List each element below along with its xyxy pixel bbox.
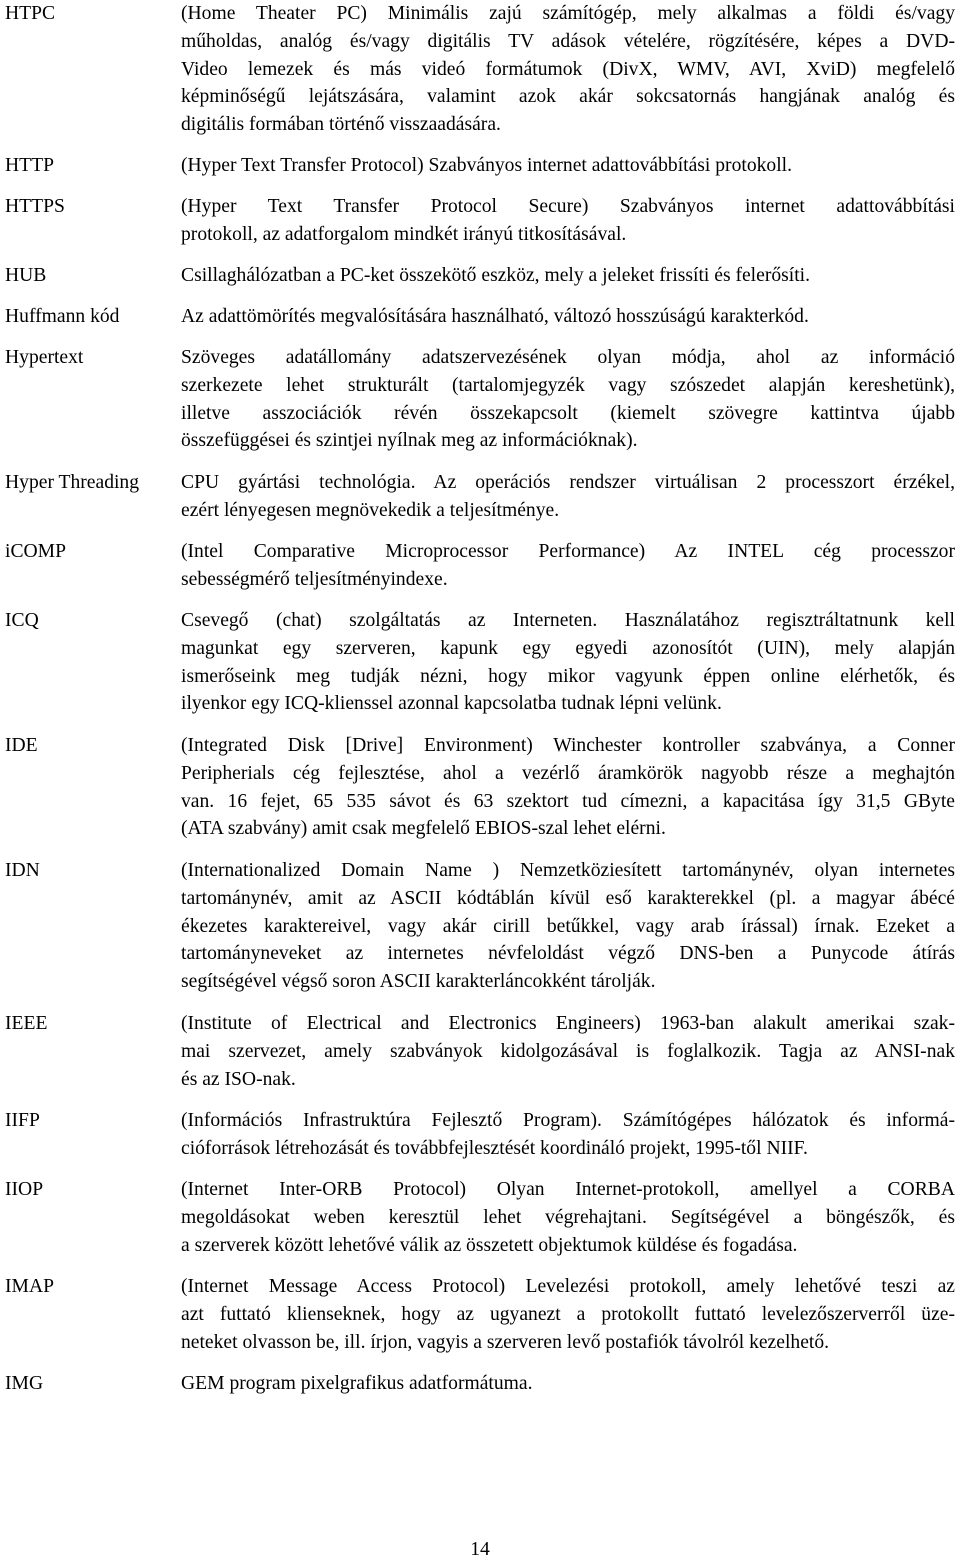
glossary-definition [181, 1107, 955, 1163]
glossary-entry [5, 1370, 955, 1398]
definition-line: Peripherials cég fejlesztése, ahol a vezérlő áramkörök nagyobb része a meghajtón [181, 762, 955, 784]
glossary-term: IDE [5, 735, 38, 756]
glossary-term: ICQ [5, 610, 39, 631]
glossary-term: HUB [5, 265, 47, 286]
definition-line: (Home Theater PC) Minimális zajú számítógép, mely alkalmas a földi és/vagy [181, 3, 955, 24]
definition-line: azt futtató klienseknek, hogy az ugyanezt a protokollt futtató levelezőszerverről üze- [181, 1303, 955, 1325]
definition-line: szerkezete lehet strukturált (tartalomjegyzék vagy szószedet alapján kereshetünk), [181, 374, 955, 396]
definition-line: műholdas, analóg és/vagy digitális TV adások vételére, rögzítésére, képes a DVD- [181, 30, 955, 52]
definition-line: Csevegő (chat) szolgáltatás az Interneten. Használatához regisztráltatnunk kell [181, 610, 955, 631]
glossary-term: HTPC [5, 3, 56, 24]
definition-line: (ATA szabvány) amit csak megfelelő EBIOS-szal lehet elérni. [181, 818, 666, 840]
definition-line: a szerverek között lehetővé válik az összetett objektumok küldése és fogadása. [181, 1234, 798, 1256]
definition-line: ismerőseink meg tudják nézni, hogy mikor vagyunk éppen online elérhetők, és [181, 665, 955, 687]
glossary-term: IMAP [5, 1276, 54, 1297]
glossary-definition [181, 1273, 955, 1356]
glossary-entry [5, 262, 955, 290]
definition-line: cióforrások létrehozását és továbbfejlesztését koordináló projekt, 1995-től NIIF. [181, 1137, 808, 1159]
glossary-entry [5, 732, 955, 843]
glossary-term: IDN [5, 860, 40, 881]
definition-line: (Internet Message Access Protocol) Levelezési protokoll, amely lehetővé teszi az [181, 1276, 955, 1297]
glossary-entry [5, 1176, 955, 1259]
definition-line: (Internet Inter-ORB Protocol) Olyan Internet-protokoll, amellyel a CORBA [181, 1179, 955, 1200]
definition-line: (Információs Infrastruktúra Fejlesztő Program). Számítógépes hálózatok és informá- [181, 1110, 955, 1131]
definition-line: Csillaghálózatban a PC-ket összekötő eszköz, mely a jeleket frissíti és felerősíti. [181, 265, 810, 286]
glossary-definition [181, 193, 955, 249]
glossary-entry [5, 469, 955, 525]
definition-line: neteket olvasson be, ill. írjon, vagyis a szerveren levő postafiók távolról kezelhető. [181, 1331, 830, 1353]
definition-line: (Hyper Text Transfer Protocol Secure) Szabványos internet adattovábbítási [181, 196, 955, 217]
definition-line: CPU gyártási technológia. Az operációs rendszer virtuálisan 2 processzort érzékel, [181, 472, 955, 493]
glossary-definition [181, 0, 955, 139]
glossary-entry [5, 303, 955, 331]
glossary-definition [181, 1370, 955, 1398]
glossary-definition [181, 857, 955, 996]
glossary-term: iCOMP [5, 541, 66, 562]
page-number: 14 [470, 1539, 490, 1560]
definition-line: digitális formában történő visszaadására. [181, 114, 501, 136]
definition-line: mai szervezet, amely szabványok kidolgozásával is foglalkozik. Tagja az ANSI-nak [181, 1040, 955, 1062]
glossary-definition [181, 1010, 955, 1093]
definition-line: (Institute of Electrical and Electronics Engineers) 1963-ban alakult amerikai szak- [181, 1013, 955, 1034]
glossary-entry [5, 538, 955, 594]
definition-line: van. 16 fejet, 65 535 sávot és 63 szektort tud címezni, a kapacitása így 31,5 GByte [181, 790, 955, 812]
glossary-definition [181, 1176, 955, 1259]
glossary-definition [181, 344, 955, 455]
definition-line: segítségével végső soron ASCII karakterláncokként tárolják. [181, 971, 656, 993]
glossary-entry [5, 344, 955, 455]
definition-line: tartománynév, amit az ASCII kódtáblán kívül eső karakterekkel (pl. a magyar ábécé [181, 887, 955, 909]
definition-line: (Hyper Text Transfer Protocol) Szabványos internet adattovábbítási protokoll. [181, 155, 792, 176]
glossary-definition [181, 152, 955, 180]
glossary-entry [5, 607, 955, 718]
definition-line: sebességmérő teljesítményindexe. [181, 568, 448, 590]
glossary-definition [181, 469, 955, 525]
definition-line: tartományneveket az internetes névfeloldást végző DNS-ben a Punycode átírás [181, 943, 955, 965]
definition-line: Az adattömörítés megvalósítására használható, változó hosszúságú karakterkód. [181, 306, 809, 327]
definition-line: ilyenkor egy ICQ-klienssel azonnal kapcsolatba tudnak lépni velünk. [181, 693, 722, 715]
definition-line: illetve asszociációk révén összekapcsolt (kiemelt szövegre kattintva újabb [181, 402, 955, 424]
definition-line: összefüggései és szintjei nyílnak meg az információknak). [181, 430, 638, 452]
definition-line: képminőségű lejátszására, valamint azok akár sokcsatornás hangjának analóg és [181, 86, 955, 108]
definition-line: ékezetes karaktereivel, vagy akár cirill betűkkel, vagy arab írással) írnak. Ezeket a [181, 915, 955, 937]
glossary-term: IIFP [5, 1110, 40, 1131]
glossary-definition [181, 732, 955, 843]
glossary-entry [5, 1273, 955, 1356]
definition-line: és az ISO-nak. [181, 1068, 296, 1090]
glossary-entry [5, 0, 955, 139]
definition-line: (Integrated Disk [Drive] Environment) Winchester kontroller szabványa, a Conner [181, 735, 955, 756]
glossary-definition [181, 607, 955, 718]
definition-line: protokoll, az adatforgalom mindkét irányú titkosításával. [181, 223, 627, 245]
glossary-entry [5, 1107, 955, 1163]
definition-line: magunkat egy szerveren, kapunk egy egyedi azonosítót (UIN), mely alapján [181, 637, 955, 659]
glossary-term: HTTPS [5, 196, 65, 217]
definition-line: GEM program pixelgrafikus adatformátuma. [181, 1373, 533, 1394]
definition-line: (Intel Comparative Microprocessor Performance) Az INTEL cég processzor [181, 541, 955, 562]
glossary-definition [181, 262, 955, 290]
glossary-term: IMG [5, 1373, 44, 1394]
glossary-entry [5, 193, 955, 249]
definition-line: ezért lényegesen megnövekedik a teljesítménye. [181, 499, 560, 521]
glossary-definition [181, 303, 955, 331]
glossary-term: Hypertext [5, 347, 84, 368]
definition-line: megoldásokat weben keresztül lehet végrehajtani. Segítségével a böngészők, és [181, 1206, 955, 1228]
glossary-term: Hyper Threading [5, 472, 140, 493]
glossary-term: Huffmann kód [5, 306, 120, 327]
definition-line: (Internationalized Domain Name ) Nemzetköziesített tartománynév, olyan internetes [181, 860, 955, 881]
definition-line: Video lemezek és más videó formátumok (DivX, WMV, AVI, XviD) megfelelő [181, 58, 955, 80]
glossary-term: IIOP [5, 1179, 44, 1200]
glossary-term: IEEE [5, 1013, 48, 1034]
glossary-entry [5, 857, 955, 996]
glossary-term: HTTP [5, 155, 54, 176]
glossary-definition [181, 538, 955, 594]
glossary-entry [5, 1010, 955, 1093]
definition-line: Szöveges adatállomány adatszervezésének olyan módja, ahol az információ [181, 347, 955, 368]
glossary-entry [5, 152, 955, 180]
